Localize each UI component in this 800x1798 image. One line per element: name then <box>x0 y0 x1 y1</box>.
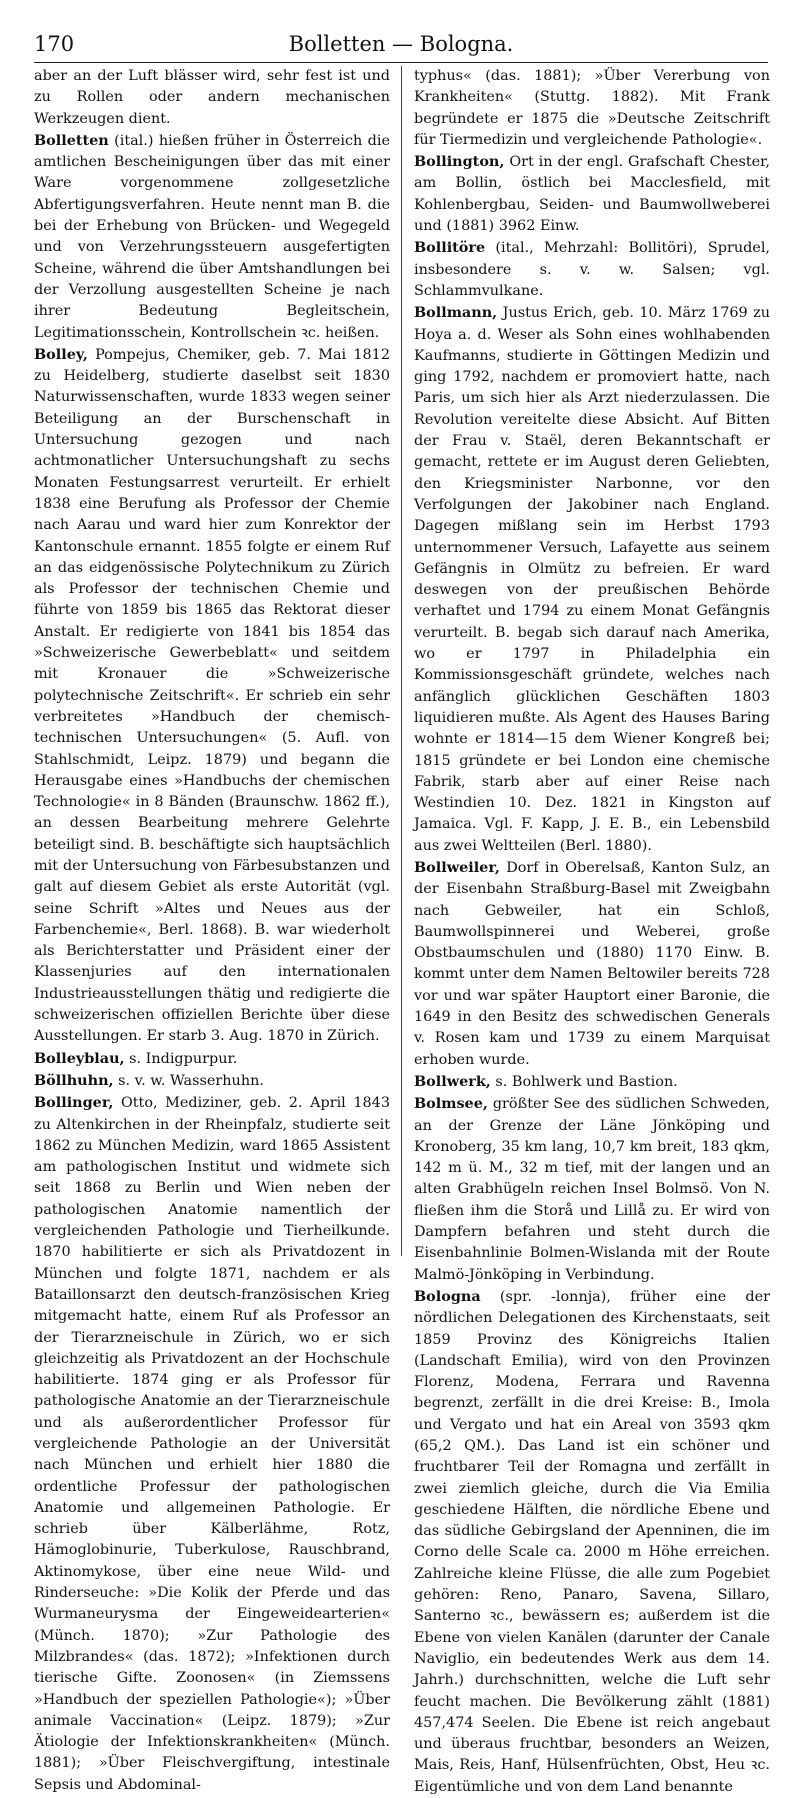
entry-headword: Bollington, <box>414 153 505 171</box>
entry-text: aber an der Luft blässer wird, sehr fest ist und zu Rollen oder andern mechanischen Werkzeugen dient. <box>34 68 390 127</box>
entry-headword: Bollwerk, <box>414 1072 491 1090</box>
page-header <box>34 28 768 63</box>
dictionary-entry <box>414 66 770 151</box>
dictionary-entry <box>414 302 770 857</box>
entry-text: s. Bohlwerk und Bastion. <box>490 1073 678 1090</box>
dictionary-entry <box>34 1070 390 1092</box>
entry-headword: Bollinger, <box>34 1094 114 1112</box>
dictionary-entry <box>414 1286 770 1798</box>
entry-headword: Bolleyblau, <box>34 1049 125 1067</box>
entry-text: größter See des südlichen Schweden, an der Grenze der Läne Jönköping und Kronoberg, 35 km lang, 10,7 km breit, 183 qkm, 142 m ü. M., 32 m tief, mit der langen und an alten Grabhügeln reichen Insel Bolmsö. Von N. fließen ihm die Storå und Lillå zu. Er wird von Dampfern befahren und steht durch die Eisenbahnlinie Bolmen-Wislanda mit der Route Malmö-Jönköping in Verbindung. <box>414 1096 770 1283</box>
entry-text: (ital.) hießen früher in Österreich die amtlichen Bescheinigungen über das mit einer Ware vorgenommene zollgesetzliche Abfertigungsverfahren. Heute nennt man B. die bei der Erhebung von Brücken- und Wegegeld und von Verzehrungssteuern ausgefertigten Scheine, während die über Amtshandlungen bei der Verzollung ausgestellten Scheine je nach ihrer Bedeutung Begleitschein, Legitimationsschein, Kontrollschein ꝛc. heißen. <box>34 132 390 341</box>
entry-headword: Bollitöre <box>414 239 486 257</box>
entry-text: (spr. -lonnja), früher eine der nördlichen Delegationen des Kirchenstaats, seit 1859 Provinz des Königreichs Italien (Landschaft Emilia), wird von den Provinzen Florenz, Modena, Ferrara und Ravenna begrenzt, zerfällt in die drei Kreise: B., Imola und Vergato und hat ein Areal von 3593 qkm (65,2 QM.). Das Land ist ein schöner und fruchtbarer Teil der Romagna und zerfällt in zwei ziemlich gleiche, durch die Via Emilia geschiedene Hälften, die nördliche Ebene und das südliche Gebirgsland der Apenninen, die im Corno delle Scale ca. 2000 m Höhe erreichen. Zahlreiche kleine Flüsse, die alle zum Pogebiet gehören: Reno, Panaro, Savena, Sillaro, Santerno ꝛc., bewässern es; außerdem ist die Ebene von vielen Kanälen (darunter der Canale Naviglio, ein bedeutendes Werk aus dem 14. Jahrh.) durchschnitten, welche die Luft sehr feucht machen. Die Bevölkerung zählt (1881) 457,474 Seelen. Die Ebene ist reich angebaut und überaus fruchtbar, besonders an Weizen, Mais, Reis, Hanf, Hülsenfrüchten, Obst, Heu ꝛc. Eigentümliche und von dem Land benannte <box>414 1288 770 1795</box>
entry-headword: Bollweiler, <box>414 858 500 876</box>
dictionary-entry <box>414 857 770 1071</box>
entry-text: (ital., Mehrzahl: Bollitöri), Sprudel, insbesondere s. v. w. Salsen; vgl. Schlammvulkane. <box>414 240 770 299</box>
entry-headword: Bollmann, <box>414 304 498 322</box>
dictionary-entry <box>34 130 390 344</box>
entry-text: Pompejus, Chemiker, geb. 7. Mai 1812 zu Heidelberg, studierte daselbst seit 1830 Naturwissenschaften, wurde 1833 wegen seiner Beteiligung an der Burschenschaft in Untersuchung gezogen und nach achtmonatlicher Untersuchungshaft zu sechs Monaten Festungsarrest verurteilt. Er erhielt 1838 eine Berufung als Professor der Chemie nach Aarau und ward hier zum Konrektor der Kantonschule ernannt. 1855 folgte er einem Ruf an das eidgenössische Polytechnikum zu Zürich als Professor der technischen Chemie und führte von 1859 bis 1865 das Rektorat dieser Anstalt. Er redigierte von 1841 bis 1854 das »Schweizerische Gewerbeblatt« und seitdem mit Kronauer die »Schweizerische polytechnische Zeitschrift«. Er schrieb ein sehr verbreitetes »Handbuch der chemisch-technischen Untersuchungen« (5. Aufl. von Stahlschmidt, Leipz. 1879) und begann die Herausgabe eines »Handbuchs der chemischen Technologie« in 8 Bänden (Braunschw. 1862 ff.), an dessen Bearbeitung mehrere Gelehrte beteiligt sind. B. beschäftigte sich hauptsächlich mit der Untersuchung von Färbesubstanzen und galt auf diesem Gebiet als erste Autorität (vgl. seine Schrift »Altes und Neues aus der Farbenchemie«, Berl. 1868). B. war wiederholt als Berichterstatter und Präsident einer der Klassenjuries auf den internationalen Industrieausstellungen thätig und redigierte die schweizerischen offiziellen Berichte über diese Ausstellungen. Er starb 3. Aug. 1870 in Zürich. <box>34 346 390 1045</box>
dictionary-entry <box>34 66 390 130</box>
entry-text: s. v. w. Wasserhuhn. <box>113 1072 264 1089</box>
entry-text: Dorf in Oberelsaß, Kanton Sulz, an der Eisenbahn Straßburg-Basel mit Zweigbahn nach Gebweiler, hat ein Schloß, Baumwollspinnerei und Weberei, große Obstbaumschulen und (1880) 1170 Einw. B. kommt unter dem Namen Beltowiler bereits 728 vor und war später Hauptort einer Baronie, die 1649 in den Besitz des schwedischen Generals v. Rosen kam und 1739 zu einem Marquisat erhoben wurde. <box>414 859 770 1068</box>
entry-headword: Bolmsee, <box>414 1095 488 1113</box>
entry-text: typhus« (das. 1881); »Über Vererbung von Krankheiten« (Stuttg. 1882). Mit Frank begründete er 1875 die »Deutsche Zeitschrift für Tiermedizin und vergleichende Pathologie«. <box>414 68 770 148</box>
right-column <box>414 66 770 1795</box>
entry-text: s. Indigpurpur. <box>124 1050 238 1067</box>
entry-headword: Böllhuhn, <box>34 1071 114 1089</box>
entry-headword: Bolley, <box>34 345 88 363</box>
page-number: 170 <box>34 32 75 56</box>
entry-text: Justus Erich, geb. 10. März 1769 zu Hoya a. d. Weser als Sohn eines wohlhabenden Kaufmanns, studierte in Göttingen Medizin und ging 1792, nachdem er promoviert hatte, nach Paris, um sich hier als Arzt niederzulassen. Die Revolution vereitelte diese Absicht. Auf Bitten der Frau v. Staël, deren Bekanntschaft er gemacht, rettete er im August deren Geliebten, den Kriegsminister Narbonne, vor den Verfolgungen der Jakobiner nach England. Dagegen mißlang sein im Herbst 1793 unternommener Versuch, Lafayette aus seinem Gefängnis in Olmütz zu befreien. Er ward deswegen von der preußischen Behörde verhaftet und 1794 zu einem Monat Gefängnis verurteilt. B. begab sich darauf nach Amerika, wo er 1797 in Philadelphia ein Kommissionsgeschäft gründete, welches nach anfänglich glücklichen Geschäften 1803 liquidieren mußte. Als Agent des Hauses Baring wohnte er 1814—15 dem Wiener Kongreß bei; 1815 gründete er bei London eine chemische Fabrik, starb aber auf einer Reise nach Westindien 10. Dez. 1821 in Kingston auf Jamaica. Vgl. F. Kapp, J. E. B., ein Lebensbild aus zwei Weltteilen (Berl. 1880). <box>414 305 770 854</box>
dictionary-entry <box>414 151 770 237</box>
entry-text: Otto, Mediziner, geb. 2. April 1843 zu Altenkirchen in der Rheinpfalz, studierte seit 1862 zu München Medizin, ward 1865 Assistent am pathologischen Institut und widmete sich seit 1868 zu Berlin und Wien neben der pathologischen Anatomie namentlich der vergleichenden Pathologie und Tierheilkunde. 1870 habilitierte er sich als Privatdozent in München und folgte 1871, nachdem er als Bataillonsarzt den deutsch-französischen Krieg mitgemacht hatte, einem Ruf als Professor an der Tierarzneischule in Zürich, wo er sich gleichzeitig als Privatdozent an der Hochschule habilitierte. 1874 ging er als Professor für pathologische Anatomie an der Tierarzneischule und als außerordentlicher Professor für vergleichende Pathologie an der Universität nach München und erhielt hier 1880 die ordentliche Professur der pathologischen Anatomie und allgemeinen Pathologie. Er schrieb über Kälberlähme, Rotz, Hämoglobinurie, Tuberkulose, Rauschbrand, Aktinomykose, über eine neue Wild- und Rinderseuche: »Die Kolik der Pferde und das Wurmaneurysma der Eingeweidearterien« (Münch. 1870); »Zur Pathologie des Milzbrandes« (das. 1872); »Infektionen durch tierische Gifte. Zoonosen« (in Ziemssens »Handbuch der speziellen Pathologie«); »Über animale Vaccination« (Leipz. 1879); »Zur Ätiologie der Infektionskrankheiten« (Münch. 1881); »Über Fleischvergiftung, intestinale Sepsis und Abdominal- <box>34 1095 390 1793</box>
dictionary-entry <box>34 1092 390 1796</box>
dictionary-entry <box>34 344 390 1048</box>
dictionary-entry <box>414 1071 770 1093</box>
dictionary-entry <box>414 237 770 302</box>
entry-headword: Bolletten <box>34 131 109 149</box>
entry-text: Ort in der engl. Grafschaft Chester, am Bollin, östlich bei Macclesfield, mit Kohlenbergbau, Seiden- und Baumwollweberei und (1881) 3962 Einw. <box>414 154 770 235</box>
dictionary-entry <box>34 1048 390 1070</box>
running-head: Bolletten — Bologna. <box>288 32 514 56</box>
column-divider <box>401 66 402 1256</box>
entry-headword: Bologna <box>414 1287 481 1305</box>
left-column <box>34 66 390 1793</box>
dictionary-entry <box>414 1093 770 1286</box>
